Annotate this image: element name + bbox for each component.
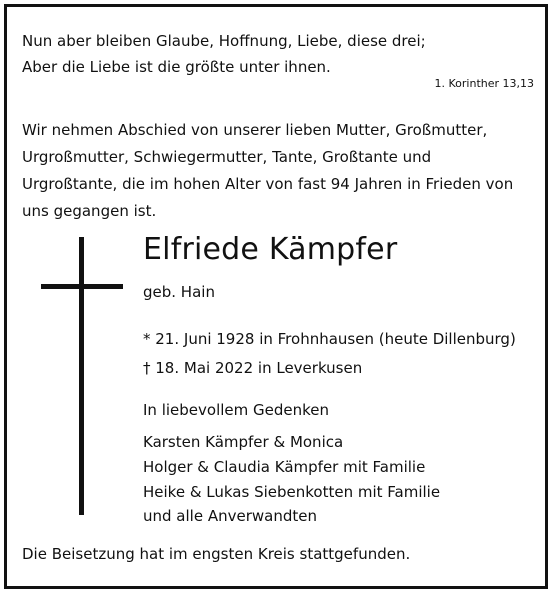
mourner-line: und alle Anverwandten — [143, 507, 317, 525]
cross-icon — [79, 237, 84, 515]
bible-verse-line-1: Nun aber bleiben Glaube, Hoffnung, Liebe, diese drei; — [22, 32, 426, 50]
bible-verse-source: 1. Korinther 13,13 — [434, 77, 534, 90]
deceased-name: Elfriede Kämpfer — [143, 232, 398, 267]
mourner-line: Heike & Lukas Siebenkotten mit Familie — [143, 483, 441, 501]
funeral-note: Die Beisetzung hat im engsten Kreis stattgefunden. — [22, 545, 411, 563]
mourner-line: Karsten Kämpfer & Monica — [143, 433, 344, 451]
obituary-border — [4, 4, 548, 589]
bible-verse-line-2: Aber die Liebe ist die größte unter ihnen. — [22, 58, 331, 76]
maiden-name: geb. Hain — [143, 283, 215, 301]
farewell-text: Wir nehmen Abschied von unserer lieben Mutter, Großmutter, Urgroßmutter, Schwiegermutter, Tante, Großtante und Urgroßtante, die im hohen Alter von fast 94 Jahren in Frieden von uns gegangen ist. — [22, 121, 514, 220]
death-date: † 18. Mai 2022 in Leverkusen — [143, 359, 363, 377]
memory-heading: In liebevollem Gedenken — [143, 401, 330, 419]
mourner-line: Holger & Claudia Kämpfer mit Familie — [143, 458, 426, 476]
birth-date: * 21. Juni 1928 in Frohnhausen (heute Dillenburg) — [143, 330, 516, 348]
cross-icon-crossbar — [41, 284, 123, 289]
